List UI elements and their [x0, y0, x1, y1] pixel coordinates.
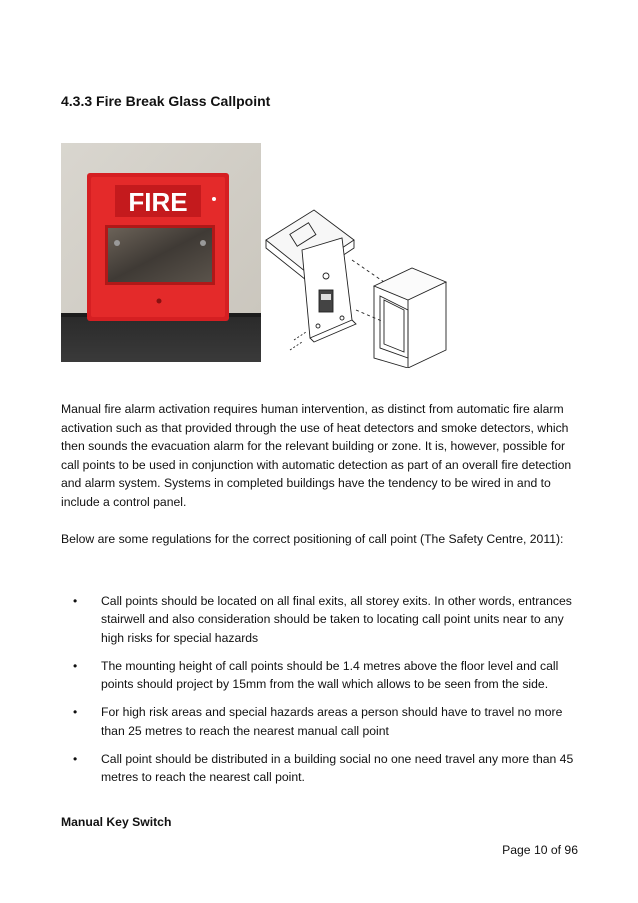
bullet-icon: • [73, 752, 78, 767]
fire-callpoint-photo [61, 143, 261, 362]
list-item [61, 750, 581, 787]
regulations-list [61, 592, 581, 787]
list-item-text: For high risk areas and special hazards areas a person should have to travel no more than 25 metres to reach the nearest manual call point [101, 705, 563, 738]
body-paragraph-intro: Manual fire alarm activation requires human intervention, as distinct from automatic fire alarm activation such as that provided through the use of heat detectors and smoke detectors, which then sounds the evacuation alarm for the relevant building or zone. It is, however, possible for call points to be used in conjunction with automatic detection as part of an overall fire detection and alarm system. Systems in completed buildings have the tendency to be wired in and to include a control panel. [61, 402, 572, 509]
section-heading: 4.3.3 Fire Break Glass Callpoint [61, 93, 271, 109]
list-item [61, 703, 581, 740]
bullet-icon: • [73, 658, 78, 673]
list-item [61, 657, 581, 694]
callpoint-exploded-diagram [262, 190, 458, 368]
subheading-manual-key-switch: Manual Key Switch [61, 815, 172, 829]
body-paragraph-regulations: Below are some regulations for the correct positioning of call point (The Safety Centre, 2011): [61, 532, 564, 546]
fire-sign-text: FIRE [128, 187, 188, 217]
list-item-text: The mounting height of call points should be 1.4 metres above the floor level and call points should project by 15mm from the wall which allows to be seen from the side. [101, 658, 559, 692]
list-item-text: Call points should be located on all final exits, all storey exits. In other words, entrances stairwell and also consideration should be taken to locating call point units near to any high risks for special hazards [101, 594, 572, 645]
bullet-icon: • [73, 594, 78, 608]
list-item-text: Call point should be distributed in a building social no one need travel any more than 45 metres to reach the nearest call point. [101, 752, 574, 785]
list-item [61, 592, 581, 647]
bullet-icon: • [73, 705, 78, 720]
page-number: Page 10 of 96 [502, 843, 578, 857]
